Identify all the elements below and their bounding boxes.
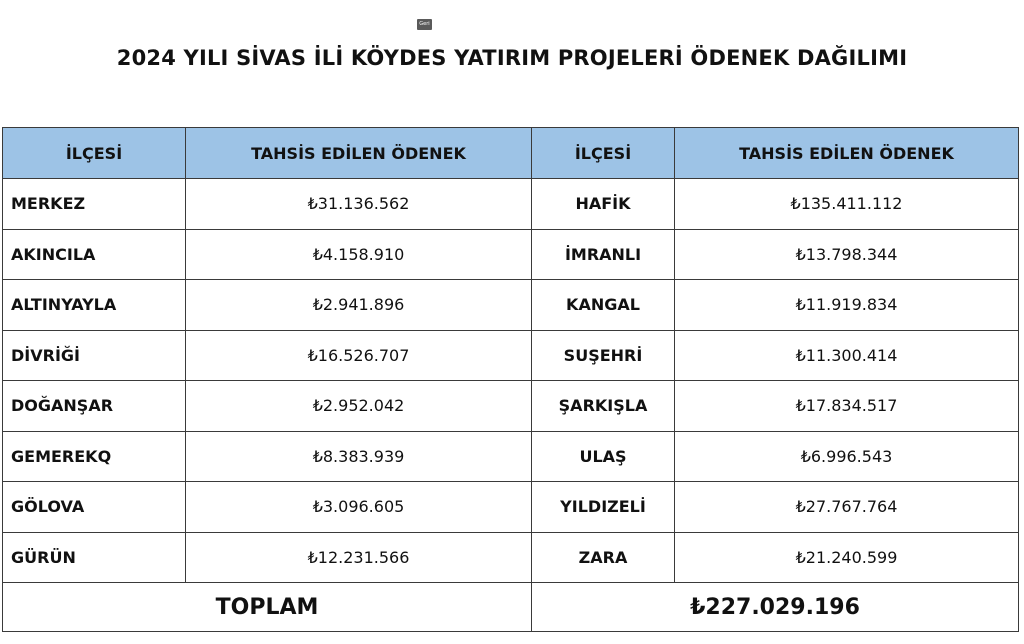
district-name-left: DOĞANŞAR: [3, 381, 186, 432]
allocation-amount-right: ₺11.300.414: [675, 330, 1019, 381]
district-name-right: SUŞEHRİ: [532, 330, 675, 381]
total-value: ₺227.029.196: [532, 583, 1019, 632]
table-row: [3, 280, 1019, 331]
district-name-left: AKINCILA: [3, 229, 186, 280]
district-name-left: DİVRİĞİ: [3, 330, 186, 381]
allocation-amount-left: ₺3.096.605: [186, 482, 532, 533]
district-name-left: GÜRÜN: [3, 532, 186, 583]
allocation-amount-left: ₺8.383.939: [186, 431, 532, 482]
district-name-right: İMRANLI: [532, 229, 675, 280]
header-district-right: İLÇESİ: [532, 128, 675, 179]
table-row: [3, 381, 1019, 432]
table-header-row: [3, 128, 1019, 179]
allocation-amount-right: ₺17.834.517: [675, 381, 1019, 432]
allocation-amount-right: ₺11.919.834: [675, 280, 1019, 331]
allocation-amount-left: ₺2.941.896: [186, 280, 532, 331]
table-row: [3, 482, 1019, 533]
allocation-amount-right: ₺21.240.599: [675, 532, 1019, 583]
table-row: [3, 532, 1019, 583]
allocation-table: [2, 127, 1019, 632]
table-row: [3, 179, 1019, 230]
back-button[interactable]: Geri: [417, 19, 432, 30]
allocation-amount-left: ₺16.526.707: [186, 330, 532, 381]
total-label: TOPLAM: [3, 583, 532, 632]
district-name-left: ALTINYAYLA: [3, 280, 186, 331]
table-row: [3, 431, 1019, 482]
allocation-amount-right: ₺27.767.764: [675, 482, 1019, 533]
header-amount-left: TAHSİS EDİLEN ÖDENEK: [186, 128, 532, 179]
district-name-left: GEMEREKQ: [3, 431, 186, 482]
district-name-left: GÖLOVA: [3, 482, 186, 533]
allocation-amount-left: ₺2.952.042: [186, 381, 532, 432]
allocation-amount-left: ₺4.158.910: [186, 229, 532, 280]
district-name-right: YILDIZELİ: [532, 482, 675, 533]
district-name-right: ŞARKIŞLA: [532, 381, 675, 432]
total-row: [3, 583, 1019, 632]
district-name-right: ULAŞ: [532, 431, 675, 482]
header-district-left: İLÇESİ: [3, 128, 186, 179]
page-title: 2024 YILI SİVAS İLİ KÖYDES YATIRIM PROJELERİ ÖDENEK DAĞILIMI: [116, 46, 908, 70]
district-name-right: HAFİK: [532, 179, 675, 230]
district-name-right: ZARA: [532, 532, 675, 583]
table-body: [3, 179, 1019, 632]
header-amount-right: TAHSİS EDİLEN ÖDENEK: [675, 128, 1019, 179]
district-name-left: MERKEZ: [3, 179, 186, 230]
allocation-amount-right: ₺13.798.344: [675, 229, 1019, 280]
table-row: [3, 330, 1019, 381]
district-name-right: KANGAL: [532, 280, 675, 331]
allocation-amount-left: ₺12.231.566: [186, 532, 532, 583]
allocation-amount-right: ₺6.996.543: [675, 431, 1019, 482]
allocation-amount-left: ₺31.136.562: [186, 179, 532, 230]
allocation-amount-right: ₺135.411.112: [675, 179, 1019, 230]
table-row: [3, 229, 1019, 280]
